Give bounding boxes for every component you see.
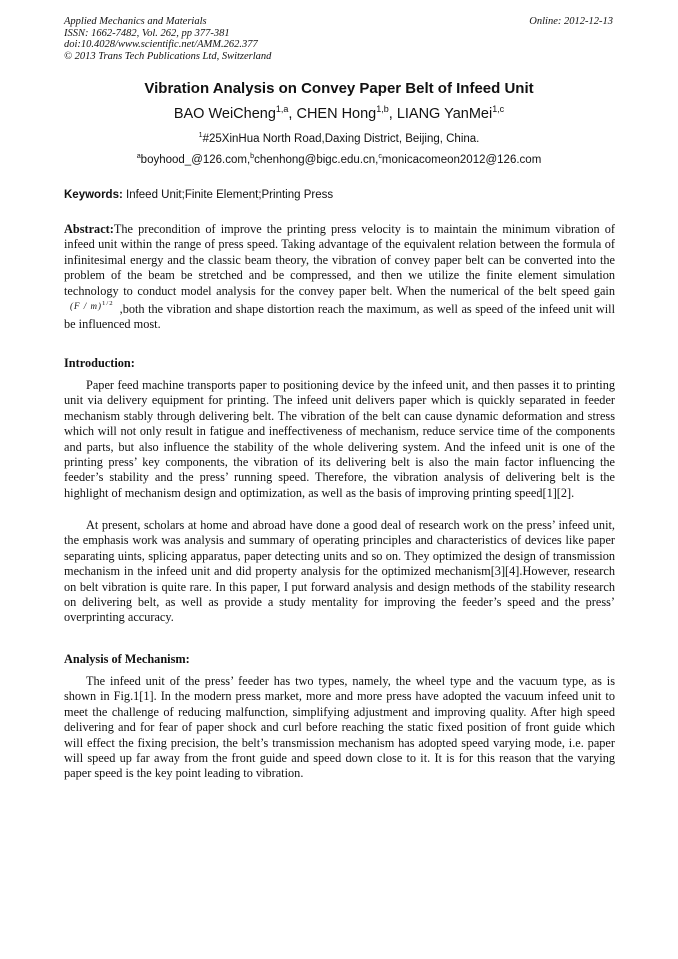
email-mark: c	[378, 152, 382, 161]
affiliation	[0, 131, 678, 147]
introduction-paragraph: Paper feed machine transports paper to positioning device by the infeed unit, and then passes it to printing unit via delivery equipment for printing. The infeed unit delivers paper which is quickly separated in feeder mechanism stably through delivering belt. The vibration of the belt can cause dynamic deformation and stress which will not only result in fatigue and ineffectiveness of mechanism, reduce service time of the components and parts, but also influence the stability of the whole delivering system. And the infeed unit is one of the printing press’ key components, the vibration of its delivering belt is also the main factor influencing the feeder’s stability and the press’ running speed. Therefore, the vibration analysis of delivering belt is the highlight of mechanism design and optimization, as well as the basis of improving printing speed[1][2].	[64, 378, 615, 500]
journal-name: Applied Mechanics and Materials	[64, 16, 207, 27]
keywords	[64, 187, 615, 203]
paper-title: Vibration Analysis on Convey Paper Belt of Infeed Unit	[144, 80, 534, 97]
online-date: Online: 2012-12-13	[529, 16, 613, 27]
abstract	[64, 222, 615, 333]
abstract-text-end: ,both the vibration and shape distortion reach the maximum, as well as speed of the infeed unit will be influenced most.	[64, 302, 615, 332]
author-affiliation-mark: 1,c	[492, 104, 505, 115]
author-affiliation-mark: 1,a	[275, 104, 289, 115]
keywords-label: Keywords:	[64, 189, 123, 201]
author-name: CHEN Hong	[296, 106, 377, 122]
analysis-heading: Analysis of Mechanism:	[64, 652, 190, 666]
abstract-text: The precondition of improve the printing press velocity is to maintain the minimum vibration of infeed unit within the range of press speed. Taking advantage of the equivalent relation between the formula of infinitesimal energy and the classic beam theory, the vibration of convey paper belt can be converted into the problem of the beam be stretched and be compressed, and then we utilize the finite element simulation technology to conduct model analysis for the convey paper belt. When the numerical of the belt speed gain	[64, 222, 615, 298]
copyright-line: © 2013 Trans Tech Publications Ltd, Switzerland	[64, 50, 272, 62]
issn-line: ISSN: 1662-7482, Vol. 262, pp 377-381	[64, 27, 230, 39]
author-separator: ,	[288, 106, 297, 122]
analysis-paragraph: The infeed unit of the press’ feeder has two types, namely, the wheel type and the vacuum type, as is shown in Fig.1[1]. In the modern press market, more and more press have adopted the vacuum infeed unit to meet the challenge of reducing malfunction, simplifying adjustment and improving quality. After high speed delivering and for fear of paper shock and curl before reaching the static fixed position of front guide which will effect the fixing precision, the belt’s transmission mechanism has adopted speed varying mode, i.e. paper will speed up far away from the front guide and speed down close to it. It is for this reason that the varying paper speed is the key point leading to vibration.	[64, 674, 615, 781]
author-name: BAO WeiCheng	[173, 106, 276, 122]
introduction-paragraph: At present, scholars at home and abroad have done a good deal of research work on the press’ infeed unit, the emphasis work was analysis and summary of operating principles and characteristics of devices like paper separating uints, splicing apparatus, paper detecting units and so on. They optimized the design of transmission mechanism in the infeed unit and did property analysis for the optimized mechanism[3][4].However, research on belt vibration is quite rare. In this paper, I put forward analysis and design methods of the stability research on delivering belt, as well as provide a study mentality for improving the feeder’s speed and the press’ overprinting accuracy.	[64, 518, 615, 625]
email-address[interactable]: chenhong@bigc.edu.cn,	[254, 154, 379, 166]
author-separator: ,	[388, 106, 397, 122]
email-address[interactable]: boyhood_@126.com,	[140, 154, 251, 166]
doi-line[interactable]: doi:10.4028/www.scientific.net/AMM.262.377	[64, 39, 258, 50]
email-address[interactable]: monicacomeon2012@126.com	[381, 154, 542, 166]
journal-header	[64, 16, 271, 62]
formula-exponent: 1/2	[102, 300, 114, 308]
abstract-label: Abstract:	[64, 222, 114, 236]
formula-base: (F / m)	[70, 301, 102, 312]
keywords-text: Infeed Unit;Finite Element;Printing Press	[126, 189, 334, 201]
author-list	[0, 104, 678, 124]
author-name: LIANG YanMei	[396, 106, 493, 122]
author-affiliation-mark: 1,b	[376, 104, 389, 115]
email-mark: a	[136, 152, 141, 161]
email-mark: b	[250, 152, 255, 161]
introduction-heading: Introduction:	[64, 356, 135, 370]
speed-gain-formula	[64, 299, 120, 314]
email-list	[0, 152, 678, 168]
affiliation-text: #25XinHua North Road,Daxing District, Beijing, China.	[202, 133, 480, 145]
affiliation-mark: 1	[198, 131, 203, 140]
